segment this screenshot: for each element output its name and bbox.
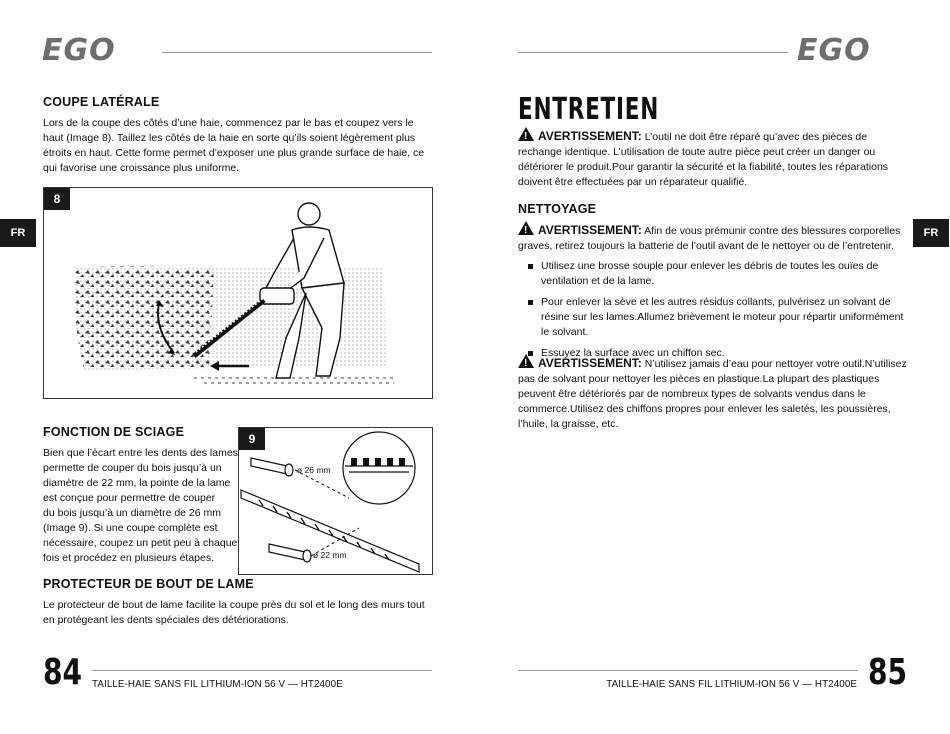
figure-8 <box>43 187 433 399</box>
page-number-right: 85 <box>867 652 907 693</box>
heading-protecteur: PROTECTEUR DE BOUT DE LAME <box>43 577 254 591</box>
cleaning-list <box>528 259 908 361</box>
bullet-icon <box>528 264 533 269</box>
footer-left: TAILLE-HAIE SANS FIL LITHIUM-ION 56 V — HT2400E <box>92 679 343 690</box>
footer-rule-left <box>92 670 432 671</box>
list-item <box>528 259 908 289</box>
lang-tab-left: FR <box>0 219 36 247</box>
diameter-26-label: ø 26 mm <box>297 465 331 475</box>
warning-3-label: AVERTISSEMENT: <box>538 356 642 370</box>
fonction-sciage-text <box>43 446 238 566</box>
header-rule-left <box>162 52 432 53</box>
warning-1-text: L’outil ne doit être réparé qu’avec des pièces de rechange identique. L’utilisation de toute autre pièce peut créer un danger ou détériorer le produit.Pour garantir la sécurité et la fiabilité, toutes les réparations doivent être effectuées par un réparateur qualifié. <box>518 131 889 188</box>
sciage-line-8: fois et procédez en plusieurs étapes. <box>43 552 215 564</box>
figure-8-number: 8 <box>44 188 70 210</box>
list-item <box>528 295 908 340</box>
sciage-line-4: est conçue pour permettre de couper <box>43 492 216 504</box>
coupe-laterale-text: Lors de la coupe des côtés d’une haie, commencez par le bas et coupez vers le haut (Image 8). Taillez les côtés de la haie en sorte qu’ils soient légèrement plus étroits en haut. Cette forme permet d’exposer une plus grande surface de haie, ce qui favorise une croissance plus uniforme. <box>43 117 425 174</box>
sciage-line-7: nécessaire, coupez un petit peu à chaque <box>43 537 238 549</box>
list-item-text: Pour enlever la sève et les autres résidus collants, pulvérisez un solvant de résine sur les lames.Allumez brièvement le moteur pour répartir uniformément le solvant. <box>541 296 904 338</box>
bullet-icon <box>528 300 533 305</box>
warning-2-label: AVERTISSEMENT: <box>538 223 642 237</box>
sciage-line-5: du bois jusqu’à un diamètre de 26 mm <box>43 507 222 519</box>
sciage-line-3: diamètre de 22 mm, la pointe de la lame <box>43 477 231 489</box>
hedge-trimming-illustration <box>44 188 432 398</box>
header-rule-right <box>518 52 788 53</box>
sciage-line-1: Bien que l’écart entre les dents des lames <box>43 447 238 459</box>
sciage-line-6: (Image 9). Si une coupe complète est <box>43 522 218 534</box>
footer-right: TAILLE-HAIE SANS FIL LITHIUM-ION 56 V — HT2400E <box>606 679 857 690</box>
warning-1 <box>518 127 908 190</box>
warning-icon <box>518 127 534 141</box>
ego-logo-right: EGO <box>797 33 871 68</box>
lang-tab-right: FR <box>913 219 949 247</box>
ego-logo-left: EGO <box>42 33 116 68</box>
page-number-left: 84 <box>43 652 83 693</box>
warning-3 <box>518 354 908 432</box>
heading-nettoyage: NETTOYAGE <box>518 202 597 216</box>
warning-icon <box>518 221 534 235</box>
list-item-text: Utilisez une brosse souple pour enlever les débris de toutes les ouïes de ventilation et de la lame. <box>541 260 879 287</box>
figure-9 <box>238 427 433 575</box>
heading-coupe-laterale: COUPE LATÉRALE <box>43 95 160 109</box>
protecteur-text: Le protecteur de bout de lame facilite la coupe près du sol et le long des murs tout en protégeant les dents spéciales des détériorations. <box>43 599 425 626</box>
warning-icon <box>518 354 534 368</box>
sciage-line-2: permette de couper du bois jusqu’à un <box>43 462 222 474</box>
warning-2-text: Afin de vous prémunir contre des blessures corporelles graves, retirez toujours la batterie de l’outil avant de le nettoyer ou de l’entretenir. <box>518 225 901 252</box>
warning-1-label: AVERTISSEMENT: <box>538 129 642 143</box>
warning-3-text: N’utilisez jamais d’eau pour nettoyer votre outil.N’utilisez pas de solvant pour nettoyer les pièces en plastique.La plupart des plastiques peuvent être détériorés par de nombreux types de solvants vendus dans le commerce.Utilisez des chiffons propres pour enlever les saletés, les poussières, l’huile, la graisse, etc. <box>518 358 907 430</box>
footer-rule-right <box>518 670 858 671</box>
page-title-entretien: ENTRETIEN <box>518 92 660 127</box>
heading-fonction-sciage: FONCTION DE SCIAGE <box>43 425 185 439</box>
list-item-text: Essuyez la surface avec un chiffon sec. <box>541 347 725 359</box>
diameter-22-label: ø 22 mm <box>313 550 347 560</box>
figure-9-number: 9 <box>239 428 265 450</box>
warning-2 <box>518 221 908 254</box>
